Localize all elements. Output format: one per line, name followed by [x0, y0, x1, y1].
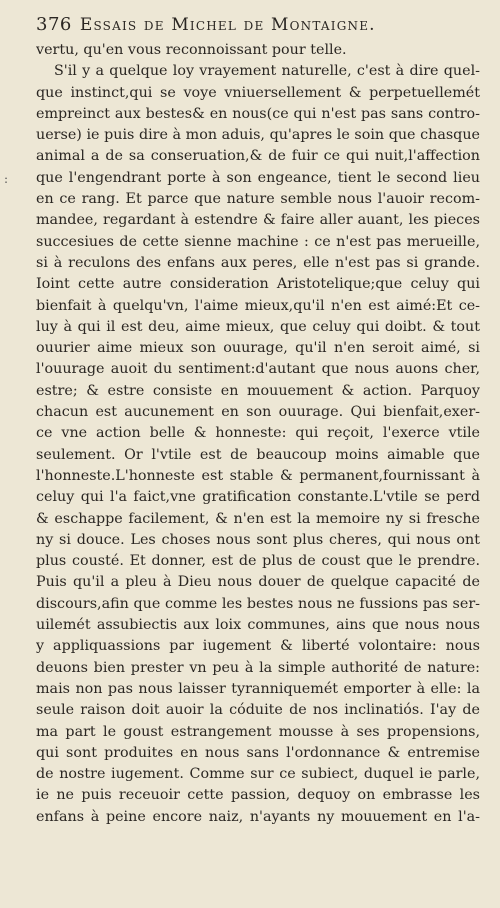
- running-head: Essais de Michel de Montaigne.: [79, 15, 376, 35]
- text-line: S'il y a quelque loy vrayement naturelle, c'est à dire quel-: [54, 63, 480, 80]
- text-line: ouurier aime mieux son ouurage, qu'il n'en seroit aimé, si: [36, 340, 480, 357]
- margin-mark: :: [4, 172, 9, 186]
- text-line: vertu, qu'en vous reconnoissant pour telle.: [36, 42, 347, 58]
- text-line: l'honneste.L'honneste est stable & permanent,fournissant à: [36, 467, 480, 484]
- text-line: seule raison doit auoir la códuite de nos inclinatiós. I'ay de: [36, 702, 480, 719]
- text-line: succesiues de cette sienne machine : ce n'est pas merueille,: [36, 233, 480, 250]
- page-number: 376: [36, 14, 72, 35]
- text-line: mandee, regardant à estendre & faire aller auant, les pieces: [36, 212, 480, 229]
- text-line: de nostre iugement. Comme sur ce subiect, duquel ie parle,: [36, 766, 480, 783]
- text-line: plus cousté. Et donner, est de plus de coust que le prendre.: [36, 553, 480, 570]
- body-text: [36, 40, 480, 828]
- text-line: que l'engendrant porte à son engeance, tient le second lieu: [36, 169, 480, 186]
- text-line: uerse) ie puis dire à mon aduis, qu'apres le soin que chasque: [36, 127, 480, 144]
- text-line: celuy qui l'a faict,vne gratification constante.L'vtile se perd: [36, 489, 480, 506]
- text-line: deuons bien prester vn peu à la simple authorité de nature:: [36, 659, 480, 676]
- text-line: en ce rang. Et parce que nature semble nous l'auoir recom-: [36, 191, 480, 208]
- text-line: ma part le goust estrangement mousse à ses propensions,: [36, 723, 480, 740]
- text-line: chacun est aucunement en son ouurage. Qui bienfait,exer-: [36, 404, 480, 421]
- text-line: Ioint cette autre consideration Aristotelique;que celuy qui: [36, 276, 480, 293]
- text-line: luy à qui il est deu, aime mieux, que celuy qui doibt. & tout: [36, 318, 480, 335]
- text-line: discours,afin que comme les bestes nous ne fussions pas ser-: [36, 595, 480, 612]
- text-line: ny si douce. Les choses nous sont plus cheres, qui nous ont: [36, 531, 480, 548]
- text-line: ce vne action belle & honneste: qui reçoit, l'exerce vtile: [36, 425, 480, 442]
- text-line: l'ouurage auoit du sentiment:d'autant que nous auons cher,: [36, 361, 480, 378]
- text-line: uilemét assubiectis aux loix communes, ains que nous nous: [36, 617, 480, 634]
- text-line: si à reculons des enfans aux peres, elle n'est pas si grande.: [36, 254, 480, 271]
- text-line: & eschappe facilement, & n'en est la memoire ny si fresche: [36, 510, 480, 527]
- text-line: seulement. Or l'vtile est de beaucoup moins aimable que: [36, 446, 480, 463]
- text-line: mais non pas nous laisser tyranniquemét emporter à elle: la: [36, 680, 480, 697]
- text-line: estre; & estre consiste en mouuement & action. Parquoy: [36, 382, 480, 399]
- text-line: Puis qu'il a pleu à Dieu nous douer de quelque capacité de: [36, 574, 480, 591]
- text-line: que instinct,qui se voye vniuersellement & perpetuellemét: [36, 84, 480, 101]
- text-line: empreinct aux bestes& en nous(ce qui n'est pas sans contro-: [36, 105, 480, 122]
- text-line: qui sont produites en nous sans l'ordonnance & entremise: [36, 744, 480, 761]
- text-line: y appliquassions par iugement & liberté volontaire: nous: [36, 638, 480, 655]
- text-line: ie ne puis receuoir cette passion, dequoy on embrasse les: [36, 787, 480, 804]
- page-header: [36, 14, 476, 40]
- text-line: animal a de sa conseruation,& de fuir ce qui nuit,l'affection: [36, 148, 480, 165]
- text-line: bienfait à quelqu'vn, l'aime mieux,qu'il n'en est aimé:Et ce-: [36, 297, 480, 314]
- text-line: enfans à peine encore naiz, n'ayants ny mouuement en l'a-: [36, 808, 480, 825]
